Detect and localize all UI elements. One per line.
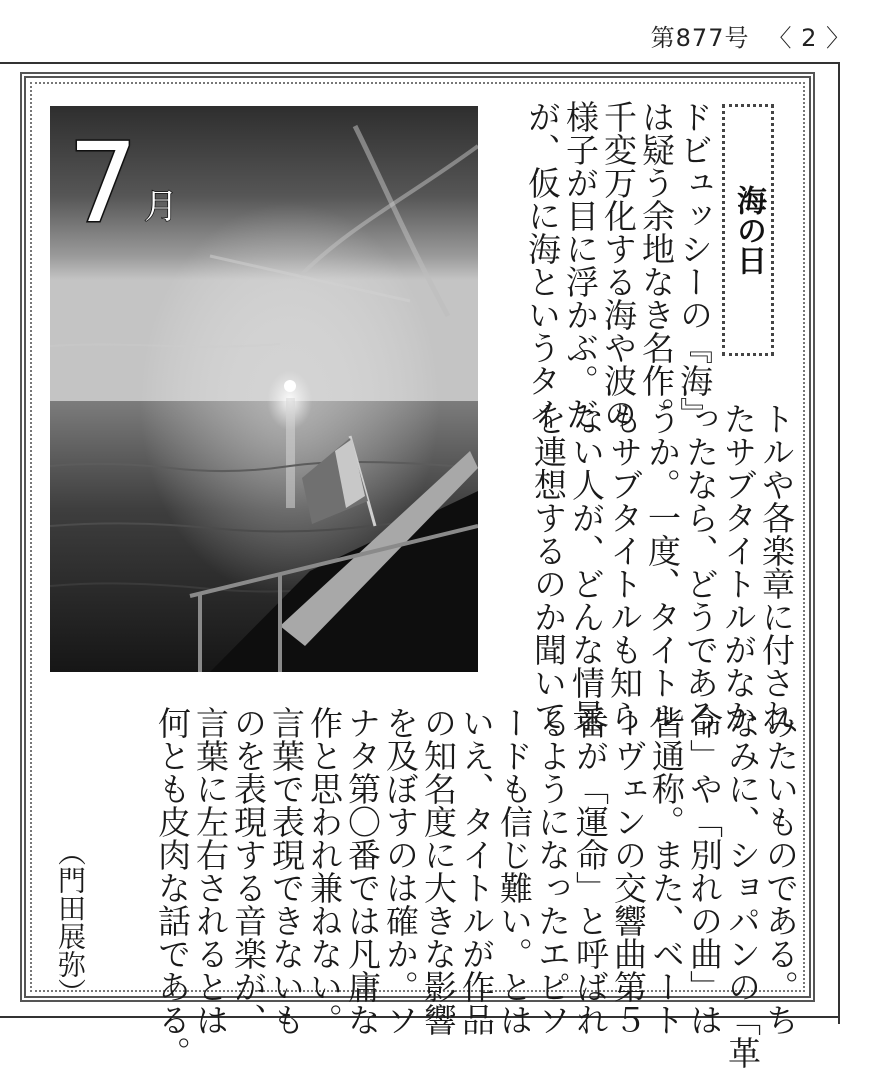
page-number: 〈 2 〉 [767,24,851,52]
month-badge [68,119,178,247]
article-text-block-3: みたいものである。ち なみに、ショパンの「革 命」や「別れの曲」は 皆通称。また、ベート ーヴェンの交響曲第５ 番が「運命」と呼ばれ るようになったエピソ ードも信じ難い。とは いえ、タイトルが作品 の知名度に大きな影響 を及ぼすのは確か。ソ ナタ第〇番では凡庸な 作と思われ兼ねない。 言葉で表現できないも のを表現する音楽が、 言葉に左右されるとは 何とも皮肉な話である。 [153,706,800,1069]
issue-number: 第877号 [650,24,750,52]
top-rule [0,62,840,64]
column-title-box [722,104,774,356]
column-title: 海の日 [731,185,766,275]
article-text-block-1: ドビュッシーの『海』 は疑う余地なき名作。 千変万化する海や波の 様子が目に浮かぶ。だ が、仮に海というタイ [523,100,714,430]
page-header [651,18,851,53]
author-byline: （門田展弥） [54,838,87,1006]
month-unit: 月 [144,187,178,227]
month-number: 7 [68,119,138,247]
sunset-sea-photo [50,106,478,672]
article-text-block-2: トルや各楽章に付され たサブタイトルがなか ったなら、どうであろ うか。一度、タイトル もサブタイトルも知ら ない人が、どんな情景 を連想するのか聞いて [529,402,796,732]
right-rule [838,62,840,1024]
